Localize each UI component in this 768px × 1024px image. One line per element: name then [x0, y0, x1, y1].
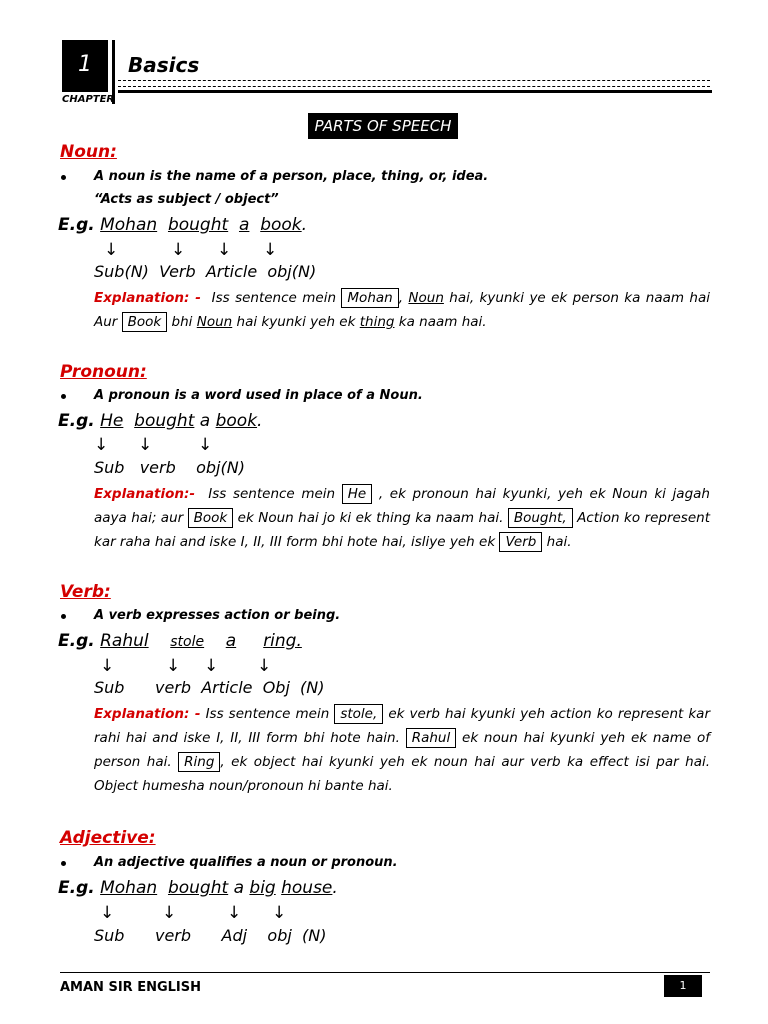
- example-word: Mohan: [100, 215, 158, 235]
- footer-rule: [60, 972, 710, 973]
- bullet-icon: [61, 614, 66, 619]
- arrow-down-icon: ↓: [162, 903, 177, 923]
- adjective-roles: Sub verb Adj obj (N): [94, 926, 327, 945]
- explanation-label: Explanation: -: [94, 290, 201, 306]
- explanation-label: Explanation: -: [94, 706, 201, 722]
- example-word: a: [225, 631, 237, 651]
- adjective-heading: Adjective:: [60, 828, 156, 848]
- example-word: big: [249, 878, 276, 898]
- verb-heading: Verb:: [60, 582, 111, 602]
- explanation-text: ek Noun hai jo ki ek thing ka naam hai.: [237, 510, 504, 526]
- footer-brand: AMAN SIR ENGLISH: [60, 980, 201, 995]
- eg-label: E.g.: [58, 631, 95, 651]
- arrow-down-icon: ↓: [217, 240, 232, 260]
- example-word: book: [260, 215, 302, 235]
- boxed-word: Book: [188, 508, 234, 528]
- eg-label: E.g.: [58, 215, 95, 235]
- explanation-text: hai kyunki yeh ek: [236, 314, 356, 330]
- noun-example: [58, 215, 307, 235]
- verb-roles: Sub verb Article Obj (N): [94, 678, 325, 697]
- example-word: ring: [263, 631, 297, 651]
- arrow-down-icon: ↓: [104, 240, 119, 260]
- pronoun-heading: Pronoun:: [60, 362, 147, 382]
- sentence-end: .: [332, 878, 338, 898]
- example-word: a: [238, 215, 250, 235]
- example-word: Rahul: [100, 631, 149, 651]
- section-banner: PARTS OF SPEECH: [308, 113, 458, 139]
- boxed-word: He: [342, 484, 372, 504]
- noun-definition: A noun is the name of a person, place, thing, or, idea.: [94, 169, 489, 184]
- pronoun-roles: Sub verb obj(N): [94, 458, 245, 477]
- arrow-down-icon: ↓: [171, 240, 186, 260]
- example-word: Mohan: [100, 878, 158, 898]
- explanation-text: Iss sentence mein: [205, 706, 330, 722]
- explanation-text: ek noun hai kyunki yeh ek name of person hai.: [94, 730, 710, 770]
- explanation-text: Iss sentence mein: [208, 486, 336, 502]
- bullet-icon: [61, 861, 66, 866]
- underlined-word: Noun: [408, 290, 444, 306]
- explanation-text: hai.: [546, 534, 572, 550]
- explanation-text: Action ko represent kar raha hai and iske I, II, III form bhi hote hai, isliye yeh ek: [94, 510, 710, 550]
- example-word: a: [233, 878, 244, 898]
- arrow-down-icon: ↓: [166, 656, 181, 676]
- sentence-end: .: [301, 215, 308, 235]
- underlined-word: Noun: [196, 314, 233, 330]
- arrow-down-icon: ↓: [198, 435, 213, 455]
- noun-roles: Sub(N) Verb Article obj(N): [94, 262, 317, 281]
- eg-label: E.g.: [58, 411, 95, 431]
- arrow-down-icon: ↓: [100, 903, 115, 923]
- explanation-text: ,: [398, 290, 403, 306]
- explanation-text: Iss sentence mein: [211, 290, 336, 306]
- example-word: bought: [167, 878, 229, 898]
- explanation-text: bhi: [171, 314, 193, 330]
- boxed-word: Verb: [499, 532, 542, 552]
- explanation-text: ka naam hai.: [398, 314, 487, 330]
- arrow-down-icon: ↓: [263, 240, 278, 260]
- explanation-text: , ek object hai kyunki yeh ek noun hai aur verb ka effect isi par hai. Object humesha noun/pronoun hi bante hai.: [94, 754, 711, 794]
- noun-heading: Noun:: [60, 142, 117, 162]
- chapter-label: CHAPTER: [62, 94, 115, 105]
- bullet-icon: [61, 175, 66, 180]
- adjective-definition: An adjective qualifies a noun or pronoun.: [94, 855, 398, 870]
- example-word: bought: [167, 215, 229, 235]
- arrow-down-icon: ↓: [227, 903, 242, 923]
- adjective-example: [58, 878, 338, 898]
- boxed-word: Rahul: [406, 728, 457, 748]
- boxed-word: Ring: [178, 752, 220, 772]
- eg-label: E.g.: [58, 878, 95, 898]
- arrow-down-icon: ↓: [204, 656, 219, 676]
- sentence-end: .: [296, 631, 302, 651]
- pronoun-definition: A pronoun is a word used in place of a Noun.: [94, 388, 423, 403]
- example-word: a: [199, 411, 211, 431]
- chapter-dashed-rule: [118, 80, 710, 87]
- arrow-down-icon: ↓: [94, 435, 109, 455]
- verb-explanation: [94, 702, 710, 798]
- explanation-text: ek verb hai kyunki yeh action ko represent kar rahi hai and iske I, II, III form bhi hote hain.: [94, 706, 710, 746]
- sentence-end: .: [257, 411, 263, 431]
- boxed-word: Bought,: [508, 508, 573, 528]
- verb-example: [58, 631, 302, 651]
- example-word: house: [281, 878, 333, 898]
- noun-explanation: [94, 286, 710, 334]
- chapter-title: Basics: [128, 53, 200, 77]
- bullet-icon: [61, 394, 66, 399]
- example-word: He: [100, 411, 124, 431]
- noun-note: “Acts as subject / object”: [94, 192, 279, 207]
- arrow-down-icon: ↓: [138, 435, 153, 455]
- page-number: 1: [664, 975, 702, 997]
- example-word: book: [215, 411, 258, 431]
- explanation-text: , ek pronoun hai kyunki, yeh ek Noun ki jagah aaya hai; aur: [94, 486, 710, 526]
- verb-definition: A verb expresses action or being.: [94, 608, 341, 623]
- boxed-word: Mohan: [341, 288, 398, 308]
- pronoun-example: [58, 411, 262, 431]
- underlined-word: thing: [359, 314, 395, 330]
- chapter-number: 1: [62, 40, 108, 92]
- pronoun-explanation: [94, 482, 710, 554]
- example-word: bought: [134, 411, 195, 431]
- arrow-down-icon: ↓: [257, 656, 272, 676]
- arrow-down-icon: ↓: [100, 656, 115, 676]
- boxed-word: stole,: [334, 704, 383, 724]
- explanation-label: Explanation:-: [94, 486, 196, 502]
- chapter-rule: [118, 90, 712, 93]
- arrow-down-icon: ↓: [272, 903, 287, 923]
- boxed-word: Book: [122, 312, 168, 332]
- explanation-text: hai, kyunki ye ek person ka naam hai Aur: [94, 290, 711, 330]
- example-word: stole: [170, 634, 205, 650]
